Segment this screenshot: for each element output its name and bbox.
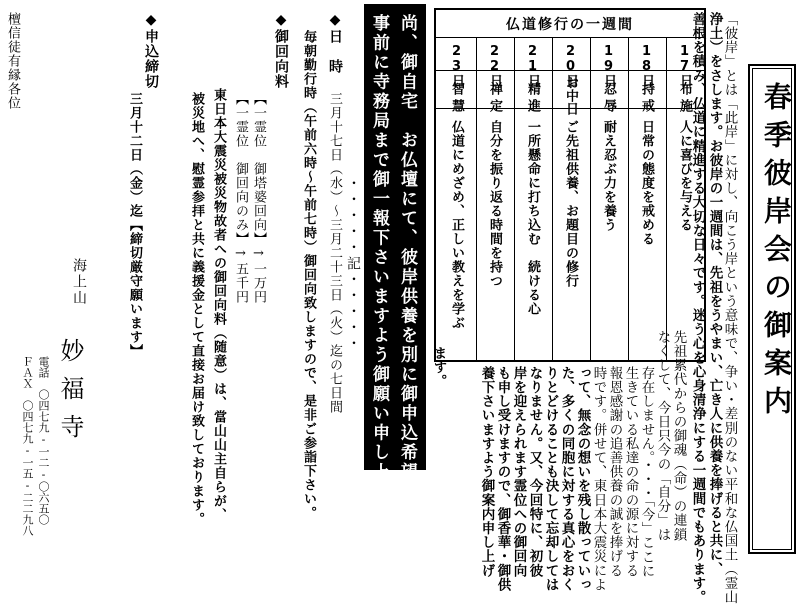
table-day: 23日 bbox=[449, 44, 464, 87]
fee-line-1: 【一霊位 御塔婆回向】→一万円 bbox=[251, 92, 266, 304]
table-virtue: 智慧 bbox=[449, 82, 464, 116]
temple-name: 妙福寺 bbox=[56, 338, 84, 452]
closing-addressee: 檀信徒有縁各位 bbox=[5, 12, 20, 110]
table-col-divider bbox=[476, 38, 477, 360]
table-virtue: お中日 bbox=[563, 76, 578, 115]
deadline-date: 三月十二日（金）迄【締切厳守願います】 bbox=[127, 92, 142, 358]
deadline-label: ◆申込締切 bbox=[143, 12, 159, 89]
page-title: 春季彼岸会の御案内 bbox=[760, 82, 793, 424]
table-day: 17日 bbox=[677, 44, 692, 87]
side-text-line: た、多くの同胞に対する真心をおく bbox=[558, 366, 575, 592]
table-virtue: 禅定 bbox=[487, 82, 502, 116]
table-desc: 日常の態度を戒める bbox=[639, 120, 654, 246]
schedule-date: 三月十七日（水）～三月二十三日（火）迄の七日間 bbox=[327, 92, 342, 414]
table-day: 22日 bbox=[487, 44, 502, 87]
side-text-line: 時です。併せて、東日本大震災によ bbox=[590, 366, 607, 592]
schedule-time: 毎朝勤行時（午前六時～午前七時）御回向致しますので、是非ご参詣下さい。 bbox=[301, 30, 316, 520]
table-desc: 仏道にめざめ、正しい教えを学ぶ bbox=[449, 120, 464, 330]
table-desc: 一所懸命に打ち込む 続ける心 bbox=[525, 120, 540, 316]
temple-fax: ＦＡＸ 〇四七九‐一五‐二二九八 bbox=[21, 356, 34, 536]
table-col-divider bbox=[590, 38, 591, 360]
intro-line-3: 善根を積み、仏道に精進する大切な日々です。迷う心を心身清浄にする一週間でもあります。 bbox=[689, 12, 706, 604]
side-text-line: 養下さいますよう御案内申し上げ bbox=[478, 366, 495, 578]
table-desc: 自分を振り返る時間を持つ bbox=[487, 120, 502, 288]
fee-line-2: 【一霊位 御回向のみ】→五千円 bbox=[233, 92, 248, 304]
week-table-caption: 仏道修行の一週間 bbox=[436, 10, 704, 38]
table-virtue: 忍辱 bbox=[601, 82, 616, 116]
side-text-line: 存在しません。・・・「今」ここに bbox=[638, 366, 655, 579]
side-text-line: も申し受けますので、御香華・御供 bbox=[494, 366, 511, 592]
table-day: 21日 bbox=[525, 44, 540, 87]
side-text-line: ます。 bbox=[430, 346, 447, 389]
temple-phone: 電話 〇四七九‐一二‐〇六五〇 bbox=[37, 356, 50, 525]
table-desc: 耐え忍ぶ力を養う bbox=[601, 120, 616, 232]
side-text-line: 報恩感謝の追善供養の誠を捧げる bbox=[606, 366, 623, 578]
side-text-line: なりません。又、今回特に、初彼 bbox=[526, 366, 543, 578]
side-text-line: りとどけることも決して忘却しては bbox=[542, 366, 559, 592]
table-col-divider bbox=[514, 38, 515, 360]
table-col-divider bbox=[666, 38, 667, 360]
table-day: 18日 bbox=[639, 44, 654, 87]
table-virtue: 布施 bbox=[677, 82, 692, 116]
table-day: 19日 bbox=[601, 44, 616, 87]
temple-mountain: 海上山 bbox=[71, 258, 87, 306]
schedule-label: ◆日 時 bbox=[327, 12, 343, 74]
table-col-divider bbox=[628, 38, 629, 360]
side-text-line: なくして、今日只今の「自分」は bbox=[654, 330, 671, 542]
fee-line-3: 東日本大震災被災物故者への御回向料（随意）は、當山山主自らが、 bbox=[211, 88, 226, 522]
side-text-line: 先祖累代からの御魂（命）の連鎖 bbox=[670, 330, 687, 542]
table-day: 20日 bbox=[563, 44, 578, 87]
table-virtue: 精進 bbox=[525, 82, 540, 116]
notice-line-2: 事前に寺務局まで御一報下さいますよう御願い申し上げます。 bbox=[369, 14, 389, 560]
intro-line-1: 「彼岸」とは「此岸」に対し、向こう岸という意味で、争い・差別のない平和な仏国土（霊山 bbox=[721, 12, 738, 604]
table-virtue: 持戒 bbox=[639, 82, 654, 116]
table-desc: 人に喜びを与える bbox=[677, 120, 692, 232]
side-text-line: 岸を迎えられます霊位への御回向 bbox=[510, 366, 527, 578]
side-text-line: って、無念の想いを残し散っていっ bbox=[574, 366, 591, 592]
fee-line-4: 被災地へ、慰霊参拝と共に義援金として直接お届け致しております。 bbox=[189, 92, 204, 526]
fee-label: ◆御回向料 bbox=[273, 12, 289, 89]
intro-line-2: 浄土）をさします。お彼岸の一週間は、先祖をうやまい、亡き人に供養を捧げると共に、 bbox=[706, 12, 723, 576]
ki-marker: ・・・・・記・・・・・ bbox=[345, 176, 361, 352]
notice-line-1: 尚、御自宅 お仏壇にて、彼岸供養を別に御申込希望の皆様方は、 bbox=[397, 14, 417, 599]
table-col-divider bbox=[552, 38, 553, 360]
table-desc: ご先祖供養、お題目の修行 bbox=[563, 120, 578, 288]
side-text-line: 生きている私達の命の源に対する bbox=[622, 366, 639, 578]
